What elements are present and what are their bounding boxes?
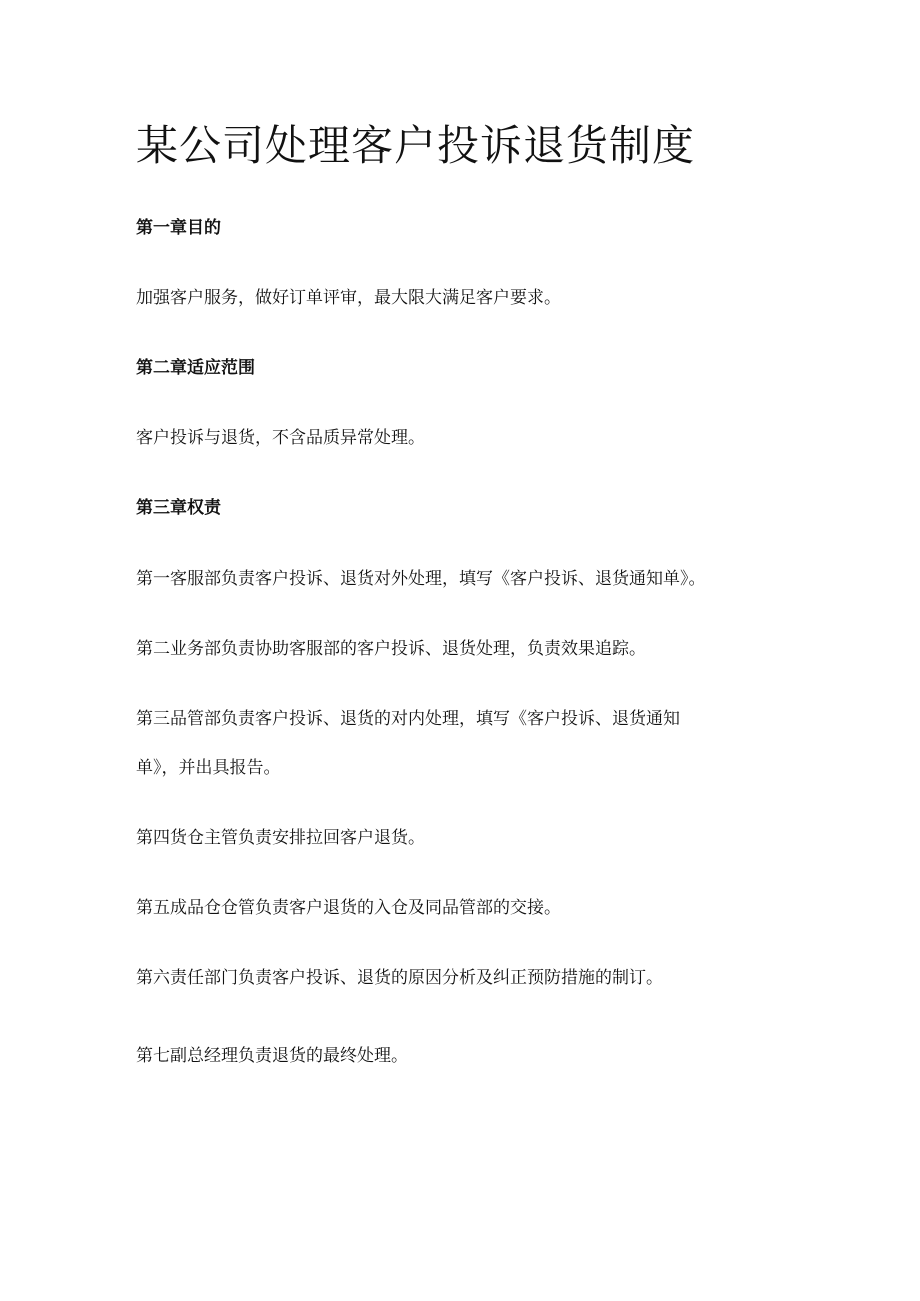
responsibility-item-3-line-1: 第三品管部负责客户投诉、退货的对内处理，填写《客户投诉、退货通知 bbox=[136, 709, 680, 729]
responsibility-item-4: 第四货仓主管负责安排拉回客户退货。 bbox=[136, 828, 425, 848]
responsibility-item-1: 第一客服部负责客户投诉、退货对外处理，填写《客户投诉、退货通知单》。 bbox=[136, 569, 706, 589]
responsibility-item-6: 第六责任部门负责客户投诉、退货的原因分析及纠正预防措施的制订。 bbox=[136, 968, 663, 988]
responsibility-item-2: 第二业务部负责协助客服部的客户投诉、退货处理，负责效果追踪。 bbox=[136, 639, 646, 659]
chapter-1-heading: 第一章目的 bbox=[136, 218, 221, 238]
document-title: 某公司处理客户投诉退货制度 bbox=[136, 121, 696, 170]
chapter-1-text: 加强客户服务，做好订单评审，最大限大满足客户要求。 bbox=[136, 288, 561, 308]
responsibility-item-3-line-2: 单》，并出具报告。 bbox=[136, 758, 281, 778]
responsibility-item-7: 第七副总经理负责退货的最终处理。 bbox=[136, 1046, 408, 1066]
chapter-2-text: 客户投诉与退货，不含品质异常处理。 bbox=[136, 428, 425, 448]
chapter-2-heading: 第二章适应范围 bbox=[136, 358, 255, 378]
responsibility-item-5: 第五成品仓仓管负责客户退货的入仓及同品管部的交接。 bbox=[136, 898, 561, 918]
chapter-3-heading: 第三章权责 bbox=[136, 498, 221, 518]
